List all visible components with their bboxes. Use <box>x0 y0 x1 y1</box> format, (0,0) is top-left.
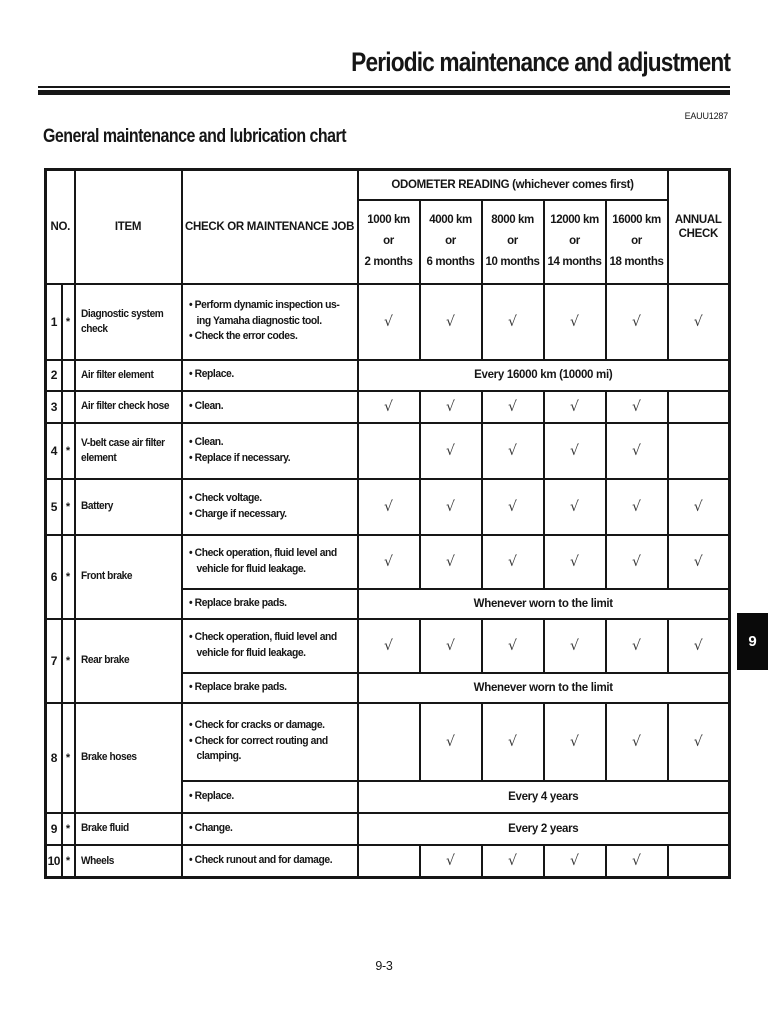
check-cell: √ <box>668 284 730 360</box>
job-cell <box>182 781 358 813</box>
table-row <box>46 360 730 391</box>
item-cell <box>75 619 182 703</box>
title-rule <box>38 86 730 95</box>
col-header-odometer: ODOMETER READING (whichever comes first) <box>358 170 668 200</box>
title-rule-thin <box>38 86 730 88</box>
check-cell: √ <box>544 391 606 423</box>
job-cell <box>182 284 358 360</box>
chapter-tab: 9 <box>737 613 768 670</box>
star-cell: * <box>62 619 75 703</box>
check-cell: √ <box>544 845 606 878</box>
check-cell: √ <box>606 845 668 878</box>
empty-cell <box>668 423 730 479</box>
star-cell <box>62 360 75 391</box>
check-cell: √ <box>606 619 668 673</box>
no-cell: 4 <box>46 423 62 479</box>
job-line: • Check for cracks or damage. <box>188 719 325 732</box>
interval-time: 18 months <box>609 256 664 268</box>
table-row <box>46 845 730 878</box>
interval-header-4 <box>544 200 606 284</box>
item-line: Air filter element <box>80 368 153 381</box>
job-line: • Charge if necessary. <box>188 507 287 520</box>
table-row <box>46 391 730 423</box>
star-cell: * <box>62 284 75 360</box>
job-line: • Replace. <box>188 789 234 802</box>
no-cell: 3 <box>46 391 62 423</box>
star-cell: * <box>62 813 75 845</box>
star-cell: * <box>62 703 75 813</box>
item-cell <box>75 360 182 391</box>
col-header-item: ITEM <box>75 170 182 284</box>
job-line: vehicle for fluid leakage. <box>196 646 306 659</box>
interval-or: or <box>631 235 642 247</box>
check-cell: √ <box>420 619 482 673</box>
item-line: Battery <box>80 500 113 513</box>
no-cell: 1 <box>46 284 62 360</box>
page-number: 9-3 <box>375 959 393 973</box>
job-line: • Replace brake pads. <box>188 596 287 609</box>
item-cell <box>75 813 182 845</box>
interval-distance: 4000 km <box>429 214 472 226</box>
item-line: Brake hoses <box>80 751 137 764</box>
job-line: • Check for correct routing and <box>188 734 328 747</box>
star-cell: * <box>62 535 75 619</box>
check-cell: √ <box>606 423 668 479</box>
check-cell: √ <box>606 479 668 535</box>
no-cell: 7 <box>46 619 62 703</box>
check-cell: √ <box>544 423 606 479</box>
job-line: ing Yamaha diagnostic tool. <box>196 314 322 327</box>
span-cell: Whenever worn to the limit <box>358 673 730 703</box>
job-line: • Check voltage. <box>188 492 262 504</box>
col-header-job: CHECK OR MAINTENANCE JOB <box>182 170 358 284</box>
interval-header-5 <box>606 200 668 284</box>
check-cell: √ <box>482 423 544 479</box>
title-rule-thick <box>38 90 730 95</box>
check-cell: √ <box>420 703 482 781</box>
job-line: • Check operation, fluid level and <box>188 631 337 643</box>
span-cell: Every 2 years <box>358 813 730 845</box>
no-cell: 9 <box>46 813 62 845</box>
maintenance-table <box>44 168 731 879</box>
check-cell: √ <box>668 535 730 589</box>
empty-cell <box>668 845 730 878</box>
check-cell: √ <box>420 391 482 423</box>
star-cell: * <box>62 845 75 878</box>
item-cell <box>75 845 182 878</box>
item-line: Wheels <box>80 854 114 867</box>
table-row <box>46 423 730 479</box>
job-cell <box>182 619 358 673</box>
interval-header-3 <box>482 200 544 284</box>
item-cell <box>75 479 182 535</box>
item-cell <box>75 535 182 619</box>
col-header-no: NO. <box>46 170 75 284</box>
check-cell: √ <box>544 535 606 589</box>
interval-distance: 12000 km <box>550 214 599 226</box>
job-cell <box>182 845 358 878</box>
no-cell: 8 <box>46 703 62 813</box>
check-cell: √ <box>482 284 544 360</box>
no-cell: 5 <box>46 479 62 535</box>
job-line: • Perform dynamic inspection us- <box>188 299 339 312</box>
job-cell <box>182 673 358 703</box>
check-cell: √ <box>358 391 420 423</box>
job-cell <box>182 703 358 781</box>
item-line: Brake fluid <box>80 822 129 835</box>
check-cell: √ <box>482 845 544 878</box>
item-cell <box>75 391 182 423</box>
table-row <box>46 813 730 845</box>
check-cell: √ <box>482 535 544 589</box>
check-cell: √ <box>420 479 482 535</box>
interval-distance: 1000 km <box>367 214 410 226</box>
interval-time: 6 months <box>426 256 475 268</box>
item-line: V-belt case air filter <box>80 437 165 449</box>
span-cell: Every 4 years <box>358 781 730 813</box>
check-cell: √ <box>482 703 544 781</box>
check-cell: √ <box>358 284 420 360</box>
empty-cell <box>358 423 420 479</box>
star-cell: * <box>62 479 75 535</box>
span-cell: Whenever worn to the limit <box>358 589 730 619</box>
check-cell: √ <box>668 479 730 535</box>
item-cell <box>75 284 182 360</box>
job-cell <box>182 391 358 423</box>
table-row <box>46 284 730 360</box>
job-cell <box>182 813 358 845</box>
check-cell: √ <box>544 284 606 360</box>
check-cell: √ <box>606 391 668 423</box>
job-line: • Replace. <box>188 368 234 381</box>
job-cell <box>182 535 358 589</box>
interval-time: 2 months <box>364 256 413 268</box>
check-cell: √ <box>668 619 730 673</box>
interval-header-2 <box>420 200 482 284</box>
job-line: • Check operation, fluid level and <box>188 547 337 559</box>
table-row <box>46 619 730 673</box>
section-heading: General maintenance and lubrication chart <box>43 126 347 147</box>
job-cell <box>182 360 358 391</box>
interval-or: or <box>383 235 394 247</box>
job-line: vehicle for fluid leakage. <box>196 562 306 575</box>
check-cell: √ <box>544 479 606 535</box>
header-row-odometer <box>46 170 730 200</box>
empty-cell <box>668 391 730 423</box>
empty-cell <box>358 703 420 781</box>
page-title: Periodic maintenance and adjustment <box>351 47 730 77</box>
job-cell <box>182 479 358 535</box>
job-line: • Check the error codes. <box>188 330 297 343</box>
item-line: Air filter check hose <box>80 400 169 413</box>
check-cell: √ <box>420 535 482 589</box>
check-cell: √ <box>606 703 668 781</box>
check-cell: √ <box>482 619 544 673</box>
job-line: • Replace brake pads. <box>188 680 287 693</box>
interval-distance: 8000 km <box>491 214 534 226</box>
check-cell: √ <box>358 479 420 535</box>
job-line: • Replace if necessary. <box>188 451 290 464</box>
check-cell: √ <box>606 284 668 360</box>
check-cell: √ <box>482 479 544 535</box>
check-cell: √ <box>606 535 668 589</box>
check-cell: √ <box>544 619 606 673</box>
interval-header-1 <box>358 200 420 284</box>
item-line: Diagnostic system <box>80 308 163 320</box>
span-cell: Every 16000 km (10000 mi) <box>358 360 730 391</box>
interval-time: 10 months <box>485 256 540 268</box>
check-cell: √ <box>544 703 606 781</box>
item-cell <box>75 703 182 813</box>
check-cell: √ <box>420 845 482 878</box>
table-row <box>46 535 730 589</box>
table-row <box>46 479 730 535</box>
check-cell: √ <box>420 423 482 479</box>
job-line: • Check runout and for damage. <box>188 854 332 866</box>
item-line: Rear brake <box>80 654 129 667</box>
col-header-annual: ANNUAL CHECK <box>668 170 730 284</box>
interval-or: or <box>507 235 518 247</box>
job-line: • Clean. <box>188 399 223 412</box>
doc-code: EAUU1287 <box>684 111 728 121</box>
interval-distance: 16000 km <box>612 214 661 226</box>
check-cell: √ <box>358 619 420 673</box>
no-cell: 10 <box>46 845 62 878</box>
interval-or: or <box>445 235 456 247</box>
table-row <box>46 703 730 781</box>
job-cell <box>182 423 358 479</box>
item-cell <box>75 423 182 479</box>
check-cell: √ <box>420 284 482 360</box>
item-line: element <box>80 451 116 464</box>
check-cell: √ <box>358 535 420 589</box>
check-cell: √ <box>482 391 544 423</box>
star-cell <box>62 391 75 423</box>
job-cell <box>182 589 358 619</box>
check-cell: √ <box>668 703 730 781</box>
item-line: check <box>80 322 108 335</box>
star-cell: * <box>62 423 75 479</box>
no-cell: 6 <box>46 535 62 619</box>
job-line: clamping. <box>196 750 241 763</box>
job-line: • Clean. <box>188 436 223 448</box>
interval-or: or <box>569 235 580 247</box>
interval-time: 14 months <box>547 256 602 268</box>
job-line: • Change. <box>188 821 233 834</box>
empty-cell <box>358 845 420 878</box>
item-line: Front brake <box>80 570 132 583</box>
no-cell: 2 <box>46 360 62 391</box>
